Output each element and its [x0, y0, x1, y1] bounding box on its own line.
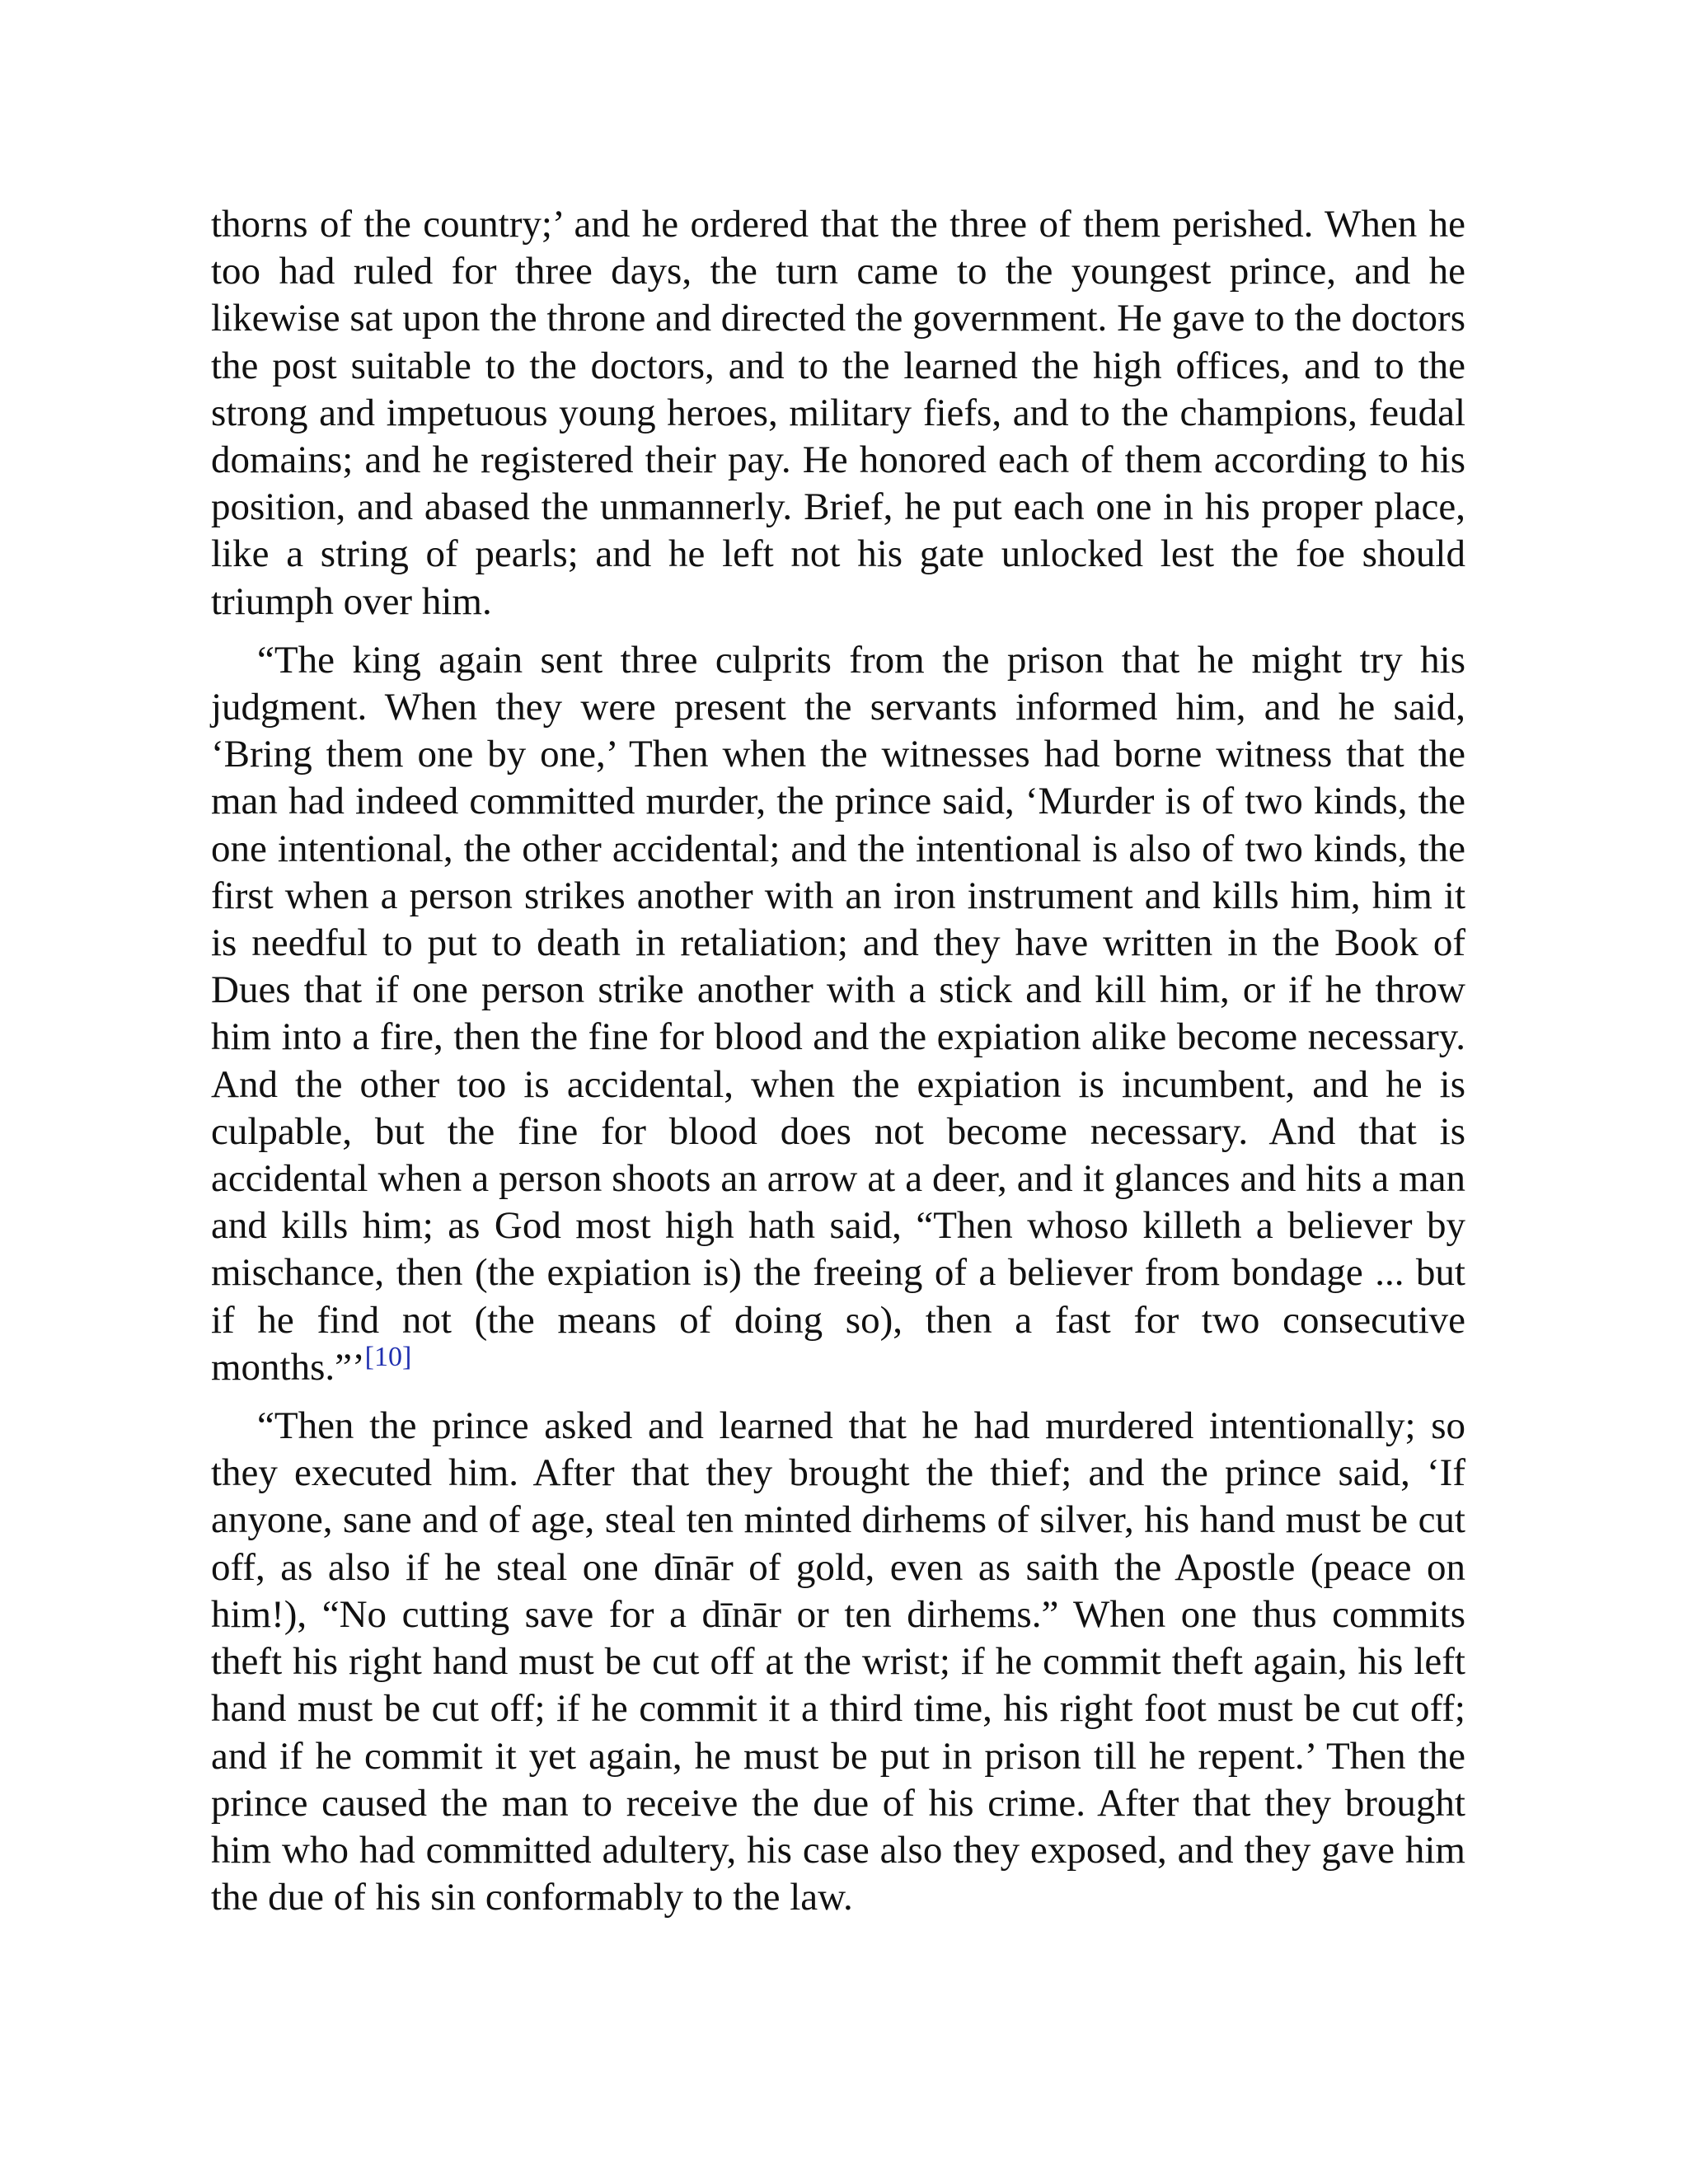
paragraph-3-text: “Then the prince asked and learned that he had murdered intentionally; so they executed him. After that they brought the thief; and the prince said, ‘If anyone, sane and of age, steal ten minted dirhems of silver, his hand must be cut off, as also if he steal one dīnār of gold, even as saith the Apostle (peace on him!), “No cutting save for a dīnār or ten dirhems.” When one thus commits theft his right hand must be cut off at the wrist; if he commit theft again, his left hand must be cut off; if he commit it a third time, his right foot must be cut off; and if he commit it yet again, he must be put in prison till he repent.’ Then the prince caused the man to receive the due of his crime. After that they brought him who had committed adultery, his case also they exposed, and they gave him the due of his sin conformably to the law. [211, 1404, 1465, 1919]
page-body [211, 201, 1465, 1933]
footnote-link[interactable]: [10] [364, 1341, 412, 1372]
paragraph-1 [211, 201, 1465, 626]
paragraph-1-text: thorns of the country;’ and he ordered that the three of them perished. When he too had ruled for three days, the turn came to the youngest prince, and he likewise sat upon the throne and directed the government. He gave to the doctors the post suitable to the doctors, and to the learned the high offices, and to the strong and impetuous young heroes, military fiefs, and to the champions, feudal domains; and he registered their pay. He honored each of them according to his position, and abased the unmannerly. Brief, he put each one in his proper place, like a string of pearls; and he left not his gate unlocked lest the foe should triumph over him. [211, 203, 1465, 623]
paragraph-3 [211, 1403, 1465, 1921]
paragraph-2-text: “The king again sent three culprits from the prison that he might try his judgment. When they were present the servants informed him, and he said, ‘Bring them one by one,’ Then when the witnesses had borne witness that the man had indeed committed murder, the prince said, ‘Murder is of two kinds, the one intentional, the other accidental; and the intentional is also of two kinds, the first when a person strikes another with an iron instrument and kills him, him it is needful to put to death in retaliation; and they have written in the Book of Dues that if one person strike another with a stick and kill him, or if he throw him into a fire, then the fine for blood and the expiation alike become necessary. And the other too is accidental, when the expiation is incumbent, and he is culpable, but the fine for blood does not become necessary. And that is accidental when a person shoots an arrow at a deer, and it glances and hits a man and kills him; as God most high hath said, “Then whoso killeth a believer by mischance, then (the expiation is) the freeing of a believer from bondage ... but if he find not (the means of doing so), then a fast for two consecutive months.”’ [211, 638, 1465, 1389]
paragraph-2 [211, 637, 1465, 1391]
